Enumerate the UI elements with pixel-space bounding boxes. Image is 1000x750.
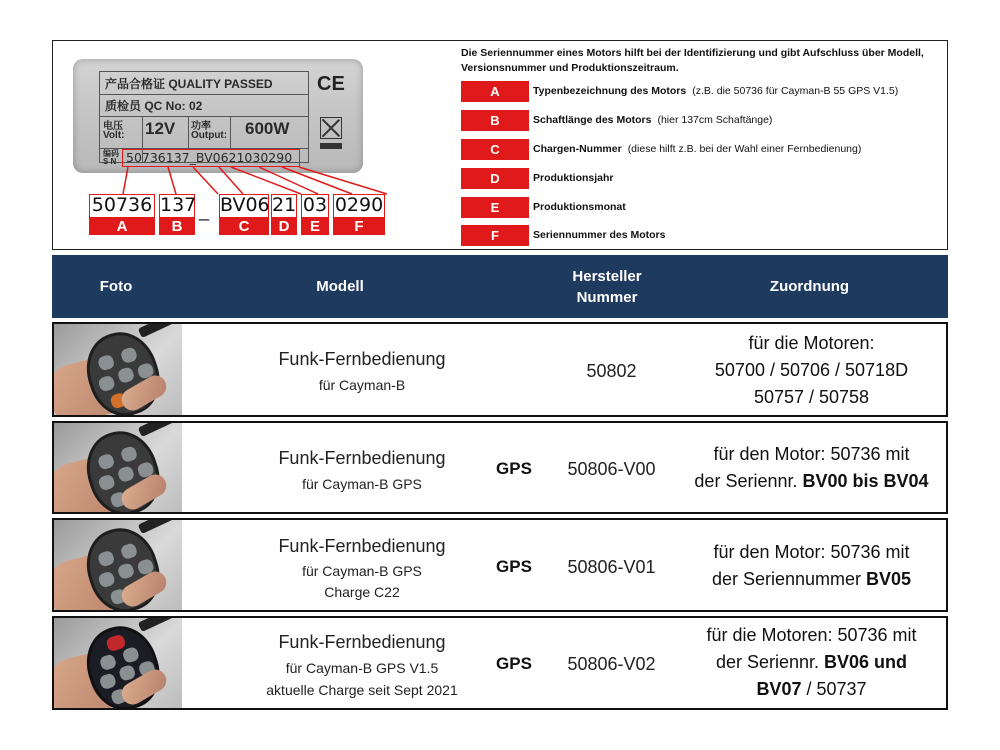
- serial-segment-value: 03: [302, 194, 328, 216]
- legend-title: Produktionsjahr: [533, 172, 614, 184]
- serial-intro-text: Die Seriennummer eines Motors hilft bei der Identifizierung und gibt Aufschluss über Modell, Versionsnummer und Produktionszeitraum.: [461, 47, 924, 74]
- label-output-value: 600W: [245, 119, 290, 138]
- segment-separator: _: [199, 201, 210, 221]
- serial-segment-value: 50736: [89, 194, 155, 218]
- product-sub: für Cayman-B: [318, 377, 406, 393]
- header-hersteller-line2: Nummer: [576, 288, 638, 306]
- zuordnung-line: für die Motoren: 50736 mit: [706, 625, 917, 645]
- label-sn-cn: 编码: [103, 149, 119, 158]
- product-number: 50806-V00: [567, 459, 656, 479]
- label-output-en: Output:: [191, 130, 228, 141]
- product-number: 50802: [586, 361, 637, 381]
- legend-letter-badge: D: [461, 168, 529, 189]
- zuordnung-serial: BV06 und: [824, 652, 908, 672]
- legend-text: [533, 114, 772, 126]
- product-row-3: [52, 518, 948, 612]
- serial-segment-letter: A: [89, 218, 155, 235]
- serial-segment-letter: F: [333, 218, 385, 235]
- serial-segment-letter: B: [159, 218, 195, 235]
- legend-text: [533, 201, 632, 213]
- table-header: [52, 255, 948, 318]
- legend-title: Schaftlänge des Motors: [533, 114, 652, 126]
- label-serial: 50736137_BV0621030290: [126, 150, 293, 165]
- legend-title: Typenbezeichnung des Motors: [533, 85, 687, 97]
- product-charge: aktuelle Charge seit Sept 2021: [266, 682, 458, 698]
- gps-label: GPS: [496, 557, 532, 576]
- label-sn-en: S N: [103, 157, 117, 166]
- label-output-cn: 功率: [191, 121, 211, 132]
- product-zuordnung: [679, 330, 944, 411]
- serial-info-box: [52, 40, 948, 250]
- product-row-4: [52, 616, 948, 710]
- product-name: Funk-Fernbedienung: [278, 349, 446, 369]
- product-zuordnung: [679, 441, 944, 495]
- legend-letter-badge: B: [461, 110, 529, 131]
- product-photo-2: [54, 423, 182, 512]
- serial-segment-letter: D: [271, 218, 297, 235]
- serial-segment-value: BV06: [220, 194, 270, 216]
- legend-title: Chargen-Nummer: [533, 143, 622, 155]
- zuordnung-serial: BV07: [756, 679, 802, 699]
- product-sub: für Cayman-B GPS: [302, 563, 422, 579]
- legend-text: [533, 229, 671, 241]
- legend-note: (diese hilft z.B. bei der Wahl einer Fernbedienung): [627, 143, 862, 155]
- zuordnung-line: für den Motor: 50736 mit: [713, 444, 910, 464]
- product-zuordnung: [679, 539, 944, 593]
- legend-title: Seriennummer des Motors: [533, 229, 666, 241]
- zuordnung-text: / 50737: [806, 679, 867, 699]
- legend-note: (hier 137cm Schaftänge): [657, 114, 773, 126]
- product-name: Funk-Fernbedienung: [278, 632, 446, 652]
- legend-text: [533, 143, 861, 155]
- serial-segment-letter: E: [301, 218, 329, 235]
- legend-letter-badge: C: [461, 139, 529, 160]
- legend-text: [533, 172, 620, 184]
- header-hersteller: [542, 255, 672, 318]
- legend-letter-badge: A: [461, 81, 529, 102]
- label-volt-value: 12V: [145, 119, 176, 138]
- header-modell: Modell: [316, 278, 364, 295]
- zuordnung-text: der Seriennr.: [715, 652, 820, 672]
- gps-label: GPS: [496, 654, 532, 673]
- ce-mark: CE: [317, 73, 345, 95]
- product-name: Funk-Fernbedienung: [278, 448, 446, 468]
- product-photo-4: [54, 618, 182, 708]
- product-name: Funk-Fernbedienung: [278, 536, 446, 556]
- product-sub: für Cayman-B GPS: [302, 476, 422, 492]
- label-volt-en: Volt:: [103, 130, 125, 141]
- header-foto: Foto: [99, 278, 133, 295]
- serial-segment-value: 21: [272, 194, 297, 216]
- product-row-2: [52, 421, 948, 514]
- product-number: 50806-V01: [567, 557, 656, 577]
- header-hersteller-line1: Hersteller: [572, 267, 642, 285]
- product-charge: Charge C22: [324, 584, 400, 600]
- zuordnung-line: für den Motor: 50736 mit: [713, 542, 910, 562]
- serial-segment-value: 137: [160, 194, 197, 216]
- zuordnung-serial: BV00 bis BV04: [802, 471, 929, 491]
- legend-letter-badge: E: [461, 197, 529, 218]
- header-zuordnung: Zuordnung: [769, 278, 850, 295]
- product-sub: für Cayman-B GPS V1.5: [285, 660, 439, 676]
- zuordnung-serial: BV05: [866, 569, 912, 589]
- gps-label: GPS: [496, 459, 532, 478]
- serial-segment-letter: C: [219, 218, 269, 235]
- zuordnung-line: 50757 / 50758: [753, 387, 870, 407]
- legend-title: Produktionsmonat: [533, 201, 626, 213]
- zuordnung-text: der Seriennummer: [711, 569, 861, 589]
- zuordnung-text: der Seriennr.: [694, 471, 798, 491]
- legend-letter-badge: F: [461, 225, 529, 246]
- label-qc-no: 质检员 QC No: 02: [105, 99, 203, 113]
- product-zuordnung: [679, 622, 944, 703]
- product-photo-1: [54, 324, 182, 415]
- product-photo-3: [54, 520, 182, 610]
- zuordnung-line: für die Motoren:: [748, 333, 875, 353]
- product-number: 50806-V02: [567, 654, 656, 674]
- legend-text: [533, 85, 898, 97]
- legend-note: (z.B. die 50736 für Cayman-B 55 GPS V1.5): [692, 85, 899, 97]
- product-row-1: [52, 322, 948, 417]
- label-volt-cn: 电压: [103, 121, 123, 132]
- serial-segment-value: 0290: [334, 194, 384, 216]
- label-quality-passed: 产品合格证 QUALITY PASSED: [105, 77, 273, 91]
- zuordnung-line: 50700 / 50706 / 50718D: [714, 360, 909, 380]
